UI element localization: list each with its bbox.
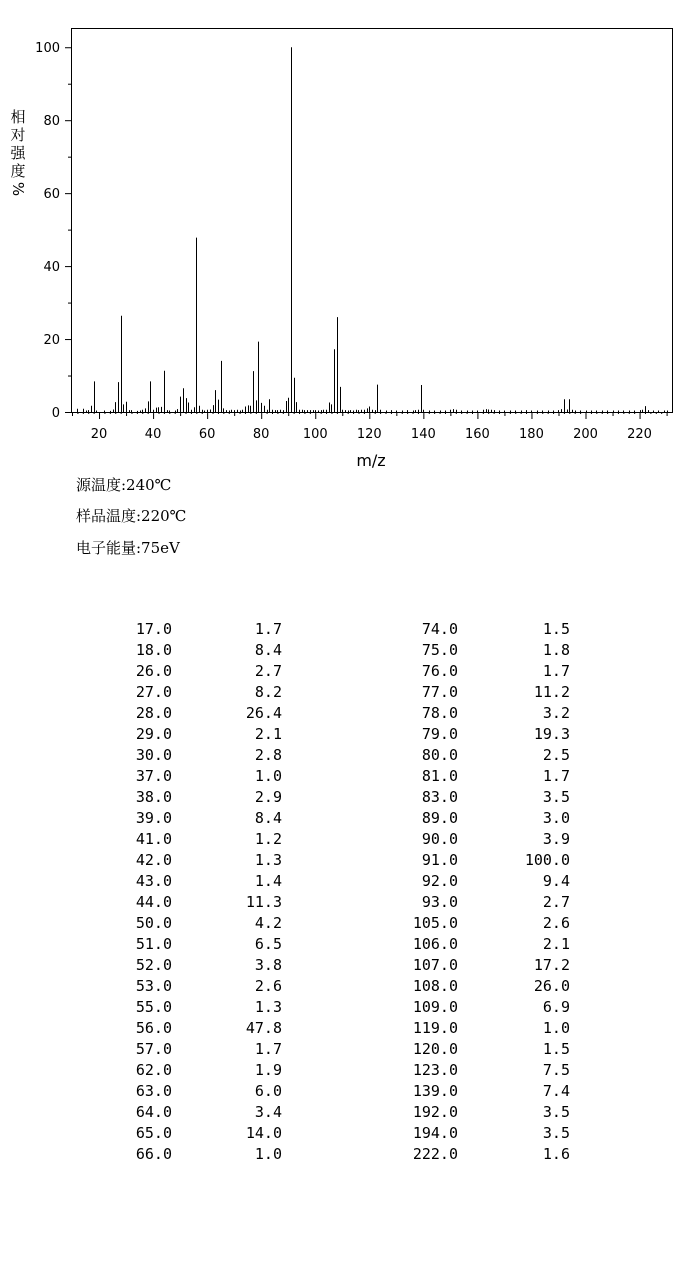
table-row xyxy=(120,1060,282,1081)
mz-value: 120.0 xyxy=(412,1040,458,1058)
mz-value: 79.0 xyxy=(421,725,458,743)
table-row xyxy=(400,829,570,850)
mz-value: 64.0 xyxy=(135,1103,172,1121)
mz-value: 90.0 xyxy=(421,830,458,848)
table-row xyxy=(400,1039,570,1060)
y-axis-label-char: 相 xyxy=(10,108,26,126)
intensity-value: 1.5 xyxy=(542,620,570,638)
intensity-value: 3.9 xyxy=(542,830,570,848)
intensity-value: 26.0 xyxy=(533,977,570,995)
intensity-value: 3.4 xyxy=(254,1103,282,1121)
mz-value: 51.0 xyxy=(135,935,172,953)
y-axis-label-char: 强 xyxy=(10,144,26,162)
mz-value: 52.0 xyxy=(135,956,172,974)
table-row xyxy=(120,745,282,766)
mz-value: 109.0 xyxy=(412,998,458,1016)
y-tick-label: 20 xyxy=(43,333,60,349)
axis-ticks xyxy=(35,41,667,442)
y-axis-label-char xyxy=(9,180,27,198)
intensity-value: 6.0 xyxy=(254,1082,282,1100)
mz-value: 38.0 xyxy=(135,788,172,806)
intensity-value: 1.4 xyxy=(254,872,282,890)
intensity-value: 3.5 xyxy=(542,1124,570,1142)
mz-value: 43.0 xyxy=(135,872,172,890)
table-row xyxy=(400,997,570,1018)
x-tick-label: 200 xyxy=(573,427,598,442)
table-row xyxy=(400,1018,570,1039)
mz-value: 192.0 xyxy=(412,1103,458,1121)
mz-value: 89.0 xyxy=(421,809,458,827)
table-row xyxy=(120,1123,282,1144)
y-tick-label: 40 xyxy=(43,260,60,276)
intensity-value: 2.1 xyxy=(542,935,570,953)
table-row xyxy=(400,1144,570,1165)
intensity-value: 1.5 xyxy=(542,1040,570,1058)
mz-value: 139.0 xyxy=(412,1082,458,1100)
table-row xyxy=(120,703,282,724)
mz-value: 55.0 xyxy=(135,998,172,1016)
mz-value: 56.0 xyxy=(135,1019,172,1037)
intensity-value: 2.8 xyxy=(254,746,282,764)
table-row xyxy=(120,640,282,661)
sample-temperature: 样品温度:220℃ xyxy=(76,507,187,525)
intensity-value: 1.7 xyxy=(254,620,282,638)
intensity-value: 6.9 xyxy=(542,998,570,1016)
table-row xyxy=(120,892,282,913)
mz-value: 65.0 xyxy=(135,1124,172,1142)
table-row xyxy=(120,934,282,955)
y-tick-label: 60 xyxy=(43,187,60,203)
table-row xyxy=(120,850,282,871)
x-tick-label: 160 xyxy=(464,427,490,442)
table-row xyxy=(120,829,282,850)
intensity-value: 2.6 xyxy=(254,977,282,995)
peak-table-left xyxy=(120,619,282,1165)
mz-value: 108.0 xyxy=(412,977,458,995)
intensity-value: 47.8 xyxy=(245,1019,282,1037)
mz-value: 76.0 xyxy=(421,662,458,680)
x-tick-label: 80 xyxy=(252,427,270,442)
x-tick-label: 60 xyxy=(198,427,216,442)
peak-table-right xyxy=(400,619,570,1165)
mz-value: 37.0 xyxy=(135,767,172,785)
y-axis-label xyxy=(9,108,27,198)
table-row xyxy=(400,1081,570,1102)
intensity-value: 11.3 xyxy=(245,893,282,911)
table-row xyxy=(120,1102,282,1123)
mz-value: 26.0 xyxy=(135,662,172,680)
table-row xyxy=(120,724,282,745)
mz-value: 92.0 xyxy=(421,872,458,890)
intensity-value: 1.7 xyxy=(254,1040,282,1058)
table-row xyxy=(120,955,282,976)
table-row xyxy=(400,955,570,976)
mz-value: 63.0 xyxy=(135,1082,172,1100)
table-row xyxy=(400,913,570,934)
intensity-value: 1.8 xyxy=(542,641,570,659)
plot-frame xyxy=(72,29,673,413)
intensity-value: 1.3 xyxy=(254,851,282,869)
table-row xyxy=(400,619,570,640)
mz-value: 77.0 xyxy=(421,683,458,701)
intensity-value: 2.1 xyxy=(254,725,282,743)
x-tick-label: 140 xyxy=(410,427,436,442)
mass-spectrum-chart xyxy=(0,0,680,475)
table-row xyxy=(400,661,570,682)
mz-value: 81.0 xyxy=(421,767,458,785)
intensity-value: 17.2 xyxy=(533,956,570,974)
intensity-value: 1.3 xyxy=(254,998,282,1016)
table-row xyxy=(400,745,570,766)
intensity-value: 9.4 xyxy=(542,872,570,890)
table-row xyxy=(400,850,570,871)
mz-value: 29.0 xyxy=(135,725,172,743)
intensity-value: 19.3 xyxy=(533,725,570,743)
table-row xyxy=(400,934,570,955)
mz-value: 42.0 xyxy=(135,851,172,869)
mz-value: 75.0 xyxy=(421,641,458,659)
intensity-value: 1.7 xyxy=(542,662,570,680)
x-tick-label: 220 xyxy=(627,427,652,442)
mz-value: 107.0 xyxy=(412,956,458,974)
table-row xyxy=(120,787,282,808)
intensity-value: 8.2 xyxy=(254,683,282,701)
mz-value: 83.0 xyxy=(421,788,458,806)
intensity-value: 6.5 xyxy=(254,935,282,953)
x-axis-label: m/z xyxy=(356,451,386,470)
table-row xyxy=(400,1102,570,1123)
table-row xyxy=(120,871,282,892)
table-row xyxy=(400,703,570,724)
mz-value: 41.0 xyxy=(135,830,172,848)
mz-value: 91.0 xyxy=(421,851,458,869)
intensity-value: 2.7 xyxy=(542,893,570,911)
mz-value: 39.0 xyxy=(135,809,172,827)
table-row xyxy=(400,640,570,661)
table-row xyxy=(120,682,282,703)
mz-value: 194.0 xyxy=(412,1124,458,1142)
table-row xyxy=(400,682,570,703)
table-row xyxy=(400,1123,570,1144)
table-row xyxy=(120,661,282,682)
intensity-value: 1.0 xyxy=(254,1145,282,1163)
table-row xyxy=(120,1018,282,1039)
table-row xyxy=(400,976,570,997)
mz-value: 222.0 xyxy=(412,1145,458,1163)
intensity-value: 1.9 xyxy=(254,1061,282,1079)
mz-value: 28.0 xyxy=(135,704,172,722)
intensity-value: 3.8 xyxy=(254,956,282,974)
table-row xyxy=(120,997,282,1018)
table-row xyxy=(120,1081,282,1102)
intensity-value: 11.2 xyxy=(533,683,570,701)
x-tick-label: 120 xyxy=(356,427,382,442)
table-row xyxy=(400,1060,570,1081)
intensity-value: 26.4 xyxy=(245,704,282,722)
table-row xyxy=(120,619,282,640)
intensity-value: 2.7 xyxy=(254,662,282,680)
mz-value: 66.0 xyxy=(135,1145,172,1163)
mz-value: 57.0 xyxy=(135,1040,172,1058)
mz-value: 80.0 xyxy=(421,746,458,764)
y-axis-label-char: 对 xyxy=(10,126,26,144)
mz-value: 119.0 xyxy=(412,1019,458,1037)
mz-value: 93.0 xyxy=(421,893,458,911)
y-tick-label: 0 xyxy=(51,406,60,421)
mz-value: 50.0 xyxy=(135,914,172,932)
x-tick-label: 180 xyxy=(519,427,544,442)
intensity-value: 1.2 xyxy=(254,830,282,848)
mz-value: 44.0 xyxy=(135,893,172,911)
intensity-value: 100.0 xyxy=(524,851,570,869)
x-tick-label: 40 xyxy=(144,427,162,442)
intensity-value: 3.0 xyxy=(542,809,570,827)
x-tick-label: 20 xyxy=(90,427,108,442)
table-row xyxy=(120,1039,282,1060)
intensity-value: 2.6 xyxy=(542,914,570,932)
intensity-value: 4.2 xyxy=(254,914,282,932)
source-temperature: 源温度:240℃ xyxy=(76,476,172,494)
mz-value: 53.0 xyxy=(135,977,172,995)
table-row xyxy=(400,871,570,892)
mz-value: 105.0 xyxy=(412,914,458,932)
mz-value: 18.0 xyxy=(135,641,172,659)
intensity-value: 1.0 xyxy=(254,767,282,785)
intensity-value: 2.5 xyxy=(542,746,570,764)
table-row xyxy=(400,892,570,913)
table-row xyxy=(120,976,282,997)
intensity-value: 1.6 xyxy=(542,1145,570,1163)
table-row xyxy=(120,1144,282,1165)
intensity-value: 1.7 xyxy=(542,767,570,785)
mz-value: 123.0 xyxy=(412,1061,458,1079)
y-tick-label: 80 xyxy=(43,114,60,130)
intensity-value: 3.5 xyxy=(542,788,570,806)
mz-value: 62.0 xyxy=(135,1061,172,1079)
intensity-value: 8.4 xyxy=(254,641,282,659)
table-row xyxy=(120,808,282,829)
table-row xyxy=(120,766,282,787)
intensity-value: 7.4 xyxy=(542,1082,570,1100)
mz-value: 106.0 xyxy=(412,935,458,953)
intensity-value: 3.2 xyxy=(542,704,570,722)
table-row xyxy=(400,787,570,808)
table-row xyxy=(400,808,570,829)
mz-value: 30.0 xyxy=(135,746,172,764)
table-row xyxy=(120,913,282,934)
intensity-value: 2.9 xyxy=(254,788,282,806)
intensity-value: 7.5 xyxy=(542,1061,570,1079)
mz-value: 27.0 xyxy=(135,683,172,701)
mz-value: 17.0 xyxy=(135,620,172,638)
y-axis-label-char: 度 xyxy=(10,162,26,180)
intensity-value: 8.4 xyxy=(254,809,282,827)
intensity-value: 14.0 xyxy=(245,1124,282,1142)
peak-lines xyxy=(78,47,668,412)
mz-value: 78.0 xyxy=(421,704,458,722)
intensity-value: 3.5 xyxy=(542,1103,570,1121)
percent-sign: % xyxy=(9,181,27,197)
table-row xyxy=(400,766,570,787)
table-row xyxy=(400,724,570,745)
x-tick-label: 100 xyxy=(302,427,328,442)
intensity-value: 1.0 xyxy=(542,1019,570,1037)
electron-energy: 电子能量:75eV xyxy=(76,539,180,557)
mz-value: 74.0 xyxy=(421,620,458,638)
y-tick-label: 100 xyxy=(35,41,60,57)
